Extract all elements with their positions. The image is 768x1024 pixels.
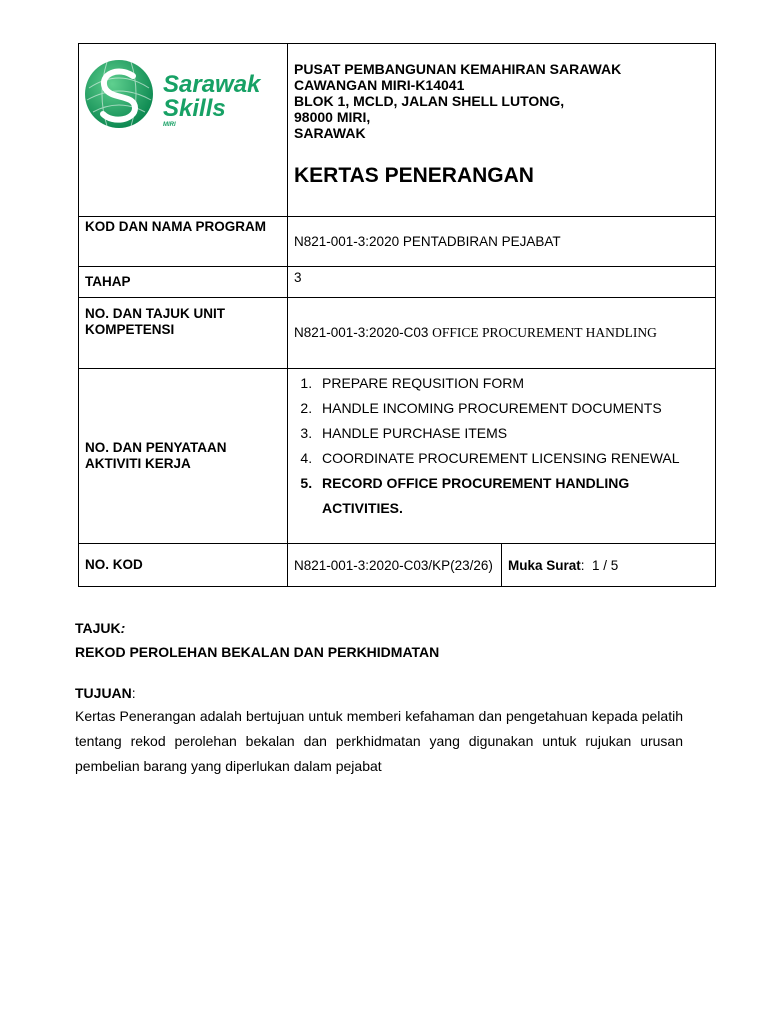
svg-text:Sarawak: Sarawak [163,71,261,98]
page-label: Muka Surat [508,557,581,573]
document-title: KERTAS PENERANGAN [294,164,534,187]
list-item: 1. PREPARE REQUSITION FORM [316,371,709,396]
program-value: N821-001-3:2020 PENTADBIRAN PEJABAT [288,217,716,267]
activities-cell [288,369,716,544]
info-table [78,43,716,587]
unit-label-text: NO. DAN TAJUK UNIT KOMPETENSI [85,306,225,337]
unit-value [288,298,716,369]
institution-line: CAWANGAN MIRI-K14041 [294,77,465,93]
program-label-text: KOD DAN NAMA PROGRAM [85,219,266,234]
page-value: 1 / 5 [592,557,619,573]
level-value-text: 3 [294,270,302,285]
code-label: NO. KOD [79,544,288,587]
logo-cell [79,44,288,217]
code-value: N821-001-3:2020-C03/KP(23/26) [288,544,502,587]
list-item: 5. RECORD OFFICE PROCUREMENT HANDLING ACTIVITIES. [316,471,709,521]
unit-label [79,298,288,369]
page-number-cell: Muka Surat: 1 / 5 [502,544,716,587]
unit-title: OFFICE PROCUREMENT HANDLING [432,325,657,340]
institution-line: PUSAT PEMBANGUNAN KEMAHIRAN SARAWAK [294,61,622,77]
tajuk-value: REKOD PEROLEHAN BEKALAN DAN PERKHIDMATAN [75,644,440,660]
institution-address [294,44,709,141]
institution-cell [288,44,716,217]
tajuk-label: TAJUK [75,620,121,636]
unit-code: N821-001-3:2020-C03 [294,325,429,340]
activities-label: NO. DAN PENYATAAN AKTIVITI KERJA [79,369,288,544]
tujuan-heading: TUJUAN: [75,685,136,701]
body-section [75,620,683,779]
tajuk-heading: TAJUK: [75,620,126,636]
program-label [79,217,288,267]
institution-line: BLOK 1, MCLD, JALAN SHELL LUTONG, [294,93,565,109]
tujuan-label: TUJUAN [75,685,132,701]
level-value [288,267,716,298]
activities-list [294,371,709,521]
svg-text:MIRI: MIRI [163,122,176,128]
list-item: 3. HANDLE PURCHASE ITEMS [316,421,709,446]
level-label: TAHAP [79,267,288,298]
institution-line: 98000 MIRI, [294,109,371,125]
sarawak-skills-logo [83,58,275,130]
list-item: 4. COORDINATE PROCUREMENT LICENSING RENEWAL [316,446,709,471]
tujuan-paragraph: Kertas Penerangan adalah bertujuan untuk memberi kefahaman dan pengetahuan kepada pelatih tentang rekod perolehan bekalan dan perkhidmatan yang digunakan untuk rujukan urusan pembelian barang yang diperlukan dalam pejabat [75,708,683,774]
institution-line: SARAWAK [294,125,366,141]
svg-text:Skills: Skills [163,95,226,122]
logo-emblem-icon [83,58,275,130]
list-item: 2. HANDLE INCOMING PROCUREMENT DOCUMENTS [316,396,709,421]
